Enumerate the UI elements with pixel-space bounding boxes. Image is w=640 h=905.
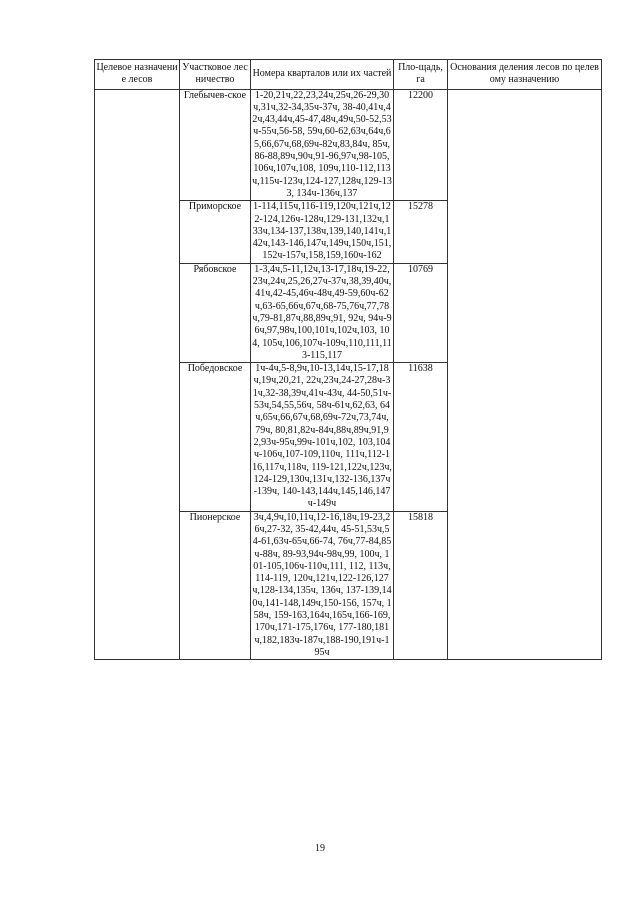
area-cell: 11638 (394, 363, 448, 512)
header-district: Участковое лесничество (180, 60, 251, 90)
header-quarters: Номера кварталов или их частей (251, 60, 394, 90)
area-cell: 12200 (394, 89, 448, 201)
header-purpose: Целевое назначение лесов (95, 60, 180, 90)
header-area: Пло-щадь, га (394, 60, 448, 90)
district-cell: Пионерское (180, 511, 251, 660)
district-cell: Рябовское (180, 263, 251, 362)
district-cell: Приморское (180, 201, 251, 263)
forest-purpose-table (94, 59, 602, 660)
table-header-row (95, 60, 602, 90)
quarters-cell: 1-3,4ч,5-11,12ч,13-17,18ч,19-22,23ч,24ч,25,26,27ч-37ч,38,39,40ч,41ч,42-45,46ч-48ч,49-59,60ч-62ч,63-65,66ч,67ч,68-75,76ч,77,78ч,79-81,87ч,88,89ч,91, 92ч, 94ч-96ч,97,98ч,100,101ч,102ч,103, 104, 105ч,106,107ч-109ч,110,111,113-115,117 (252, 263, 392, 361)
district-cell: Победовское (180, 363, 251, 512)
quarters-cell: 1-20,21ч,22,23,24ч,25ч,26-29,30ч,31ч,32-34,35ч-37ч, 38-40,41ч,42ч,43,44ч,45-47,48ч,49ч,50-52,53ч-55ч,56-58, 59ч,60-62,63ч,64ч,65,66,67ч,68,69ч-82ч,83,84ч, 85ч,86-88,89ч,90ч,91-96,97ч,98-105,106ч,107ч,108, 109ч,110-112,113ч,115ч-123ч,124-127,128ч,129-133, 134ч-136ч,137 (252, 89, 392, 199)
district-cell: Глебычев-ское (180, 89, 251, 201)
header-basis: Основания деления лесов по целевому назначению (448, 60, 602, 90)
area-cell: 10769 (394, 263, 448, 362)
table-row (95, 89, 602, 201)
basis-cell (448, 89, 602, 660)
area-cell: 15278 (394, 201, 448, 263)
quarters-cell: 3ч,4,9ч,10,11ч,12-16,18ч,19-23,26ч,27-32, 35-42,44ч, 45-51,53ч,54-61,63ч-65ч,66-74, 76ч,77-84,85ч-88ч, 89-93,94ч-98ч,99, 100ч, 101-105,106ч-110ч,111, 112, 113ч,114-119, 120ч,121ч,122-126,127ч,128-134,135ч, 136ч, 137-139,140ч,141-148,149ч,150-156, 157ч, 158ч, 159-163,164ч,165ч,166-169, 170ч,171-175,176ч, 177-180,181ч,182,183ч-187ч,188-190,191ч-195ч (252, 511, 392, 658)
quarters-cell: 1-114,115ч,116-119,120ч,121ч,122-124,126ч-128ч,129-131,132ч,133ч,134-137,138ч,139,140,141ч,142ч,143-146,147ч,149ч,150ч,151,152ч-157ч,158,159,160ч-162 (251, 201, 394, 263)
purpose-cell (95, 89, 180, 660)
page-number: 19 (315, 843, 325, 854)
quarters-cell: 1ч-4ч,5-8,9ч,10-13,14ч,15-17,18ч,19ч,20,21, 22ч,23ч,24-27,28ч-31ч,32-38,39ч,41ч-43ч, 44-50,51ч-53ч,54,55,56ч, 58ч-61ч,62,63, 64ч,65ч,66,67ч,68,69ч-72ч,73,74ч, 79ч, 80,81,82ч-84ч,88ч,89ч,91,92,93ч-95ч,99ч-101ч,102, 103,104ч-106ч,107-109,110ч, 111ч,112-116,117ч,118ч, 119-121,122ч,123ч,124-129,130ч,131ч,132-136,137ч-139ч, 140-143,144ч,145,146,147ч-149ч (252, 363, 392, 510)
area-cell: 15818 (394, 511, 448, 660)
